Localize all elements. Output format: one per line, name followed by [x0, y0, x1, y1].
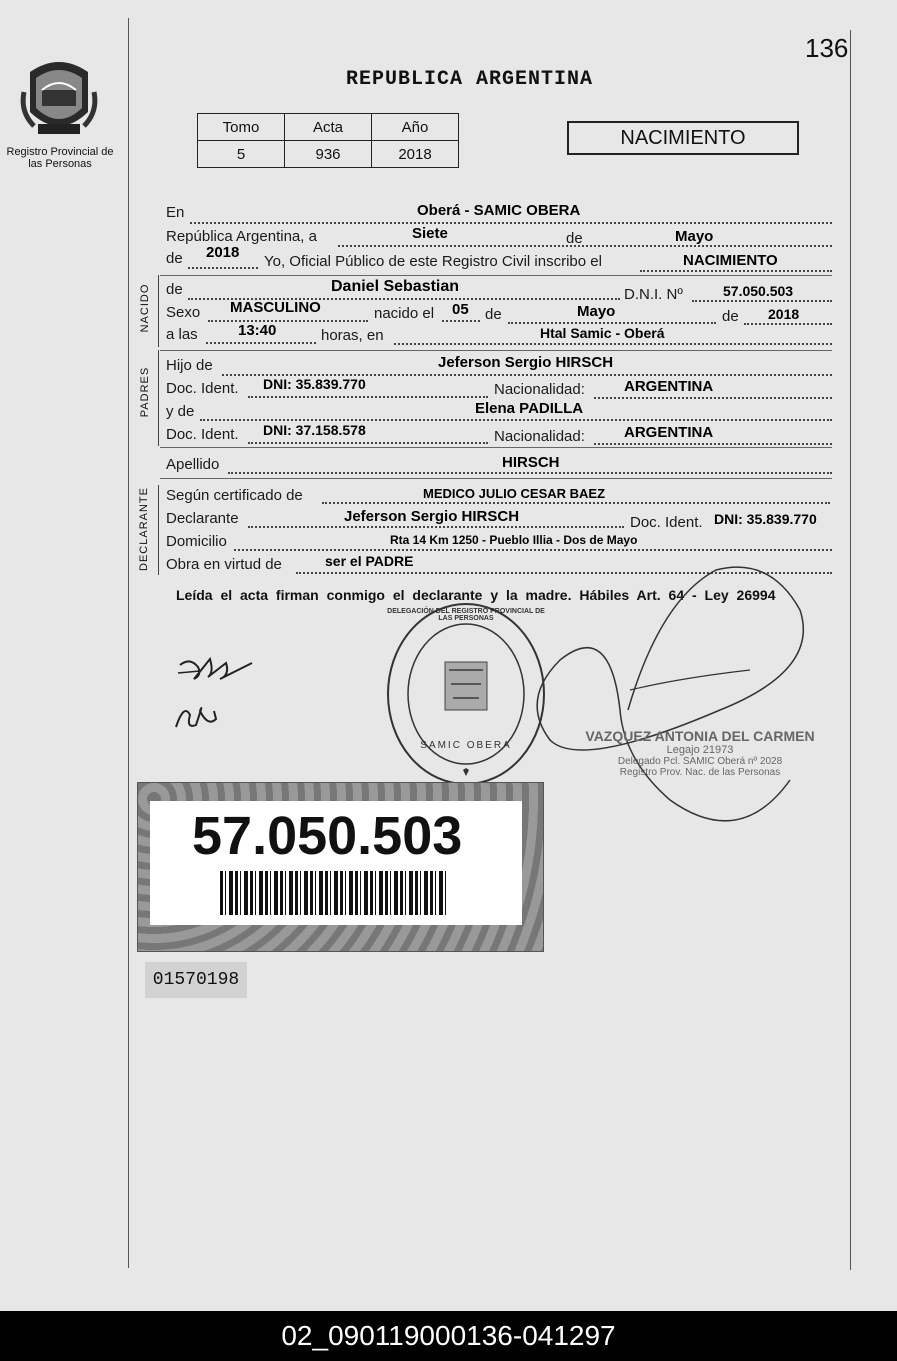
- acta-value: 936: [285, 141, 372, 168]
- serial-number: 01570198: [145, 962, 247, 998]
- de-label-3: de: [722, 308, 739, 325]
- section-line: [158, 485, 159, 575]
- nacido-section-label: NACIDO: [139, 283, 151, 333]
- dots: [200, 419, 832, 421]
- dots: [692, 300, 832, 302]
- month-value: Mayo: [675, 228, 714, 245]
- divider: [160, 275, 832, 276]
- padres-section-label: PADRES: [139, 366, 151, 418]
- page-right-edge: [850, 30, 851, 1270]
- en-label: En: [166, 204, 185, 221]
- barcode-bars: [220, 871, 446, 915]
- birth-day: 05: [452, 301, 469, 318]
- declarante-section-label: DECLARANTE: [138, 487, 150, 571]
- birth-year: 2018: [768, 306, 800, 322]
- child-name: Daniel Sebastian: [331, 278, 460, 295]
- dots: [228, 472, 832, 474]
- page-number: 136: [805, 33, 849, 63]
- officer-title: Delegado Pcl. SAMIC Oberá nº 2028: [617, 756, 783, 767]
- apellido-label: Apellido: [166, 456, 220, 473]
- de-label: de: [566, 230, 583, 247]
- cert-label: Según certificado de: [166, 487, 303, 504]
- declarante-doc-label: Doc. Ident.: [630, 514, 703, 531]
- dots: [442, 320, 480, 322]
- dots: [508, 322, 716, 324]
- dots: [594, 397, 832, 399]
- de-name-label: de: [166, 281, 183, 298]
- apellido-value: HIRSCH: [502, 454, 560, 471]
- section-line: [158, 275, 159, 347]
- hijo-label: Hijo de: [166, 357, 213, 374]
- officer-legajo: Legajo 21973: [666, 744, 734, 756]
- domicilio-value: Rta 14 Km 1250 - Pueblo Illia - Dos de Mayo: [390, 533, 638, 547]
- registry-label: Registro Provincial de las Personas: [6, 146, 114, 170]
- divider: [160, 350, 832, 351]
- dots: [322, 502, 830, 504]
- dots: [248, 396, 488, 398]
- dots: [234, 549, 832, 551]
- dots: [188, 267, 258, 269]
- dni-label: D.N.I. Nº: [624, 286, 683, 303]
- section-line: [158, 350, 159, 446]
- father-nat: ARGENTINA: [624, 378, 714, 395]
- page-left-edge: [128, 18, 129, 1268]
- horas-label: horas, en: [321, 327, 384, 344]
- de-label-2: de: [485, 306, 502, 323]
- closing-text: Leída el acta firman conmigo el declarante y la madre. Hábiles Art. 64 - Ley 26994: [176, 587, 776, 603]
- domicilio-label: Domicilio: [166, 533, 227, 550]
- dots: [208, 320, 368, 322]
- dots: [248, 442, 488, 444]
- dots: [640, 270, 832, 272]
- cert-value: MEDICO JULIO CESAR BAEZ: [423, 486, 606, 501]
- dots: [190, 222, 832, 224]
- day-value: Siete: [412, 225, 448, 242]
- alas-label: a las: [166, 326, 198, 343]
- dots: [206, 342, 316, 344]
- record-table: [197, 113, 459, 168]
- dots: [594, 443, 832, 445]
- year-value: 2018: [206, 244, 240, 261]
- father-doc-label: Doc. Ident.: [166, 380, 239, 397]
- dni-barcode-label: [137, 782, 544, 952]
- sexo-label: Sexo: [166, 304, 201, 321]
- dots: [248, 526, 624, 528]
- footer-code: 02_090119000136-041297: [0, 1311, 897, 1361]
- tomo-header: Tomo: [198, 114, 285, 141]
- dots: [338, 245, 832, 247]
- declarante-name: Jeferson Sergio HIRSCH: [344, 508, 520, 525]
- divider: [160, 447, 832, 448]
- father-name: Jeferson Sergio HIRSCH: [438, 354, 614, 371]
- stamp-round-text: DELEGACIÓN DEL REGISTRO PROVINCIAL DE LAS PERSONAS: [387, 608, 545, 622]
- de-label-year: de: [166, 250, 183, 267]
- child-dni: 57.050.503: [723, 283, 794, 299]
- obra-value: ser el PADRE: [325, 553, 414, 569]
- stamp-bottom-text: SAMIC OBERA: [420, 740, 512, 751]
- inscribed-value: NACIMIENTO: [683, 252, 778, 269]
- anio-value: 2018: [372, 141, 459, 168]
- mother-nat: ARGENTINA: [624, 424, 714, 441]
- dots: [744, 323, 832, 325]
- act-type-box: NACIMIENTO: [567, 121, 799, 155]
- province-logo: [18, 52, 100, 144]
- father-doc: DNI: 35.839.770: [263, 376, 366, 392]
- anio-header: Año: [372, 114, 459, 141]
- birth-month: Mayo: [577, 303, 616, 320]
- republica-label: República Argentina, a: [166, 228, 317, 245]
- mother-doc-label: Doc. Ident.: [166, 426, 239, 443]
- country-title: REPUBLICA ARGENTINA: [346, 68, 594, 91]
- acta-header: Acta: [285, 114, 372, 141]
- dots: [394, 343, 832, 345]
- obra-label: Obra en virtud de: [166, 556, 282, 573]
- nacido-label: nacido el: [374, 305, 435, 322]
- mother-doc: DNI: 37.158.578: [263, 422, 366, 438]
- officer-text: Yo, Oficial Público de este Registro Civil inscribo el: [264, 253, 602, 270]
- birth-time: 13:40: [238, 322, 277, 339]
- declarante-label: Declarante: [166, 510, 239, 527]
- barcode-number: 57.050.503: [192, 806, 463, 866]
- sexo-value: MASCULINO: [230, 299, 321, 316]
- officer-name: VAZQUEZ ANTONIA DEL CARMEN: [585, 728, 815, 744]
- declarante-doc: DNI: 35.839.770: [714, 511, 817, 527]
- officer-signature: [520, 560, 820, 840]
- officer-registry: Registro Prov. Nac. de las Personas: [619, 767, 781, 778]
- tomo-value: 5: [198, 141, 285, 168]
- mother-nat-label: Nacionalidad:: [494, 428, 585, 445]
- signature-scribble-1: [170, 645, 260, 740]
- yde-label: y de: [166, 403, 195, 420]
- officer-stamp: [580, 728, 820, 778]
- father-nat-label: Nacionalidad:: [494, 381, 585, 398]
- divider: [160, 478, 832, 479]
- birth-place: Htal Samic - Oberá: [540, 325, 665, 341]
- place-value: Oberá - SAMIC OBERA: [417, 202, 581, 219]
- mother-name: Elena PADILLA: [475, 400, 584, 417]
